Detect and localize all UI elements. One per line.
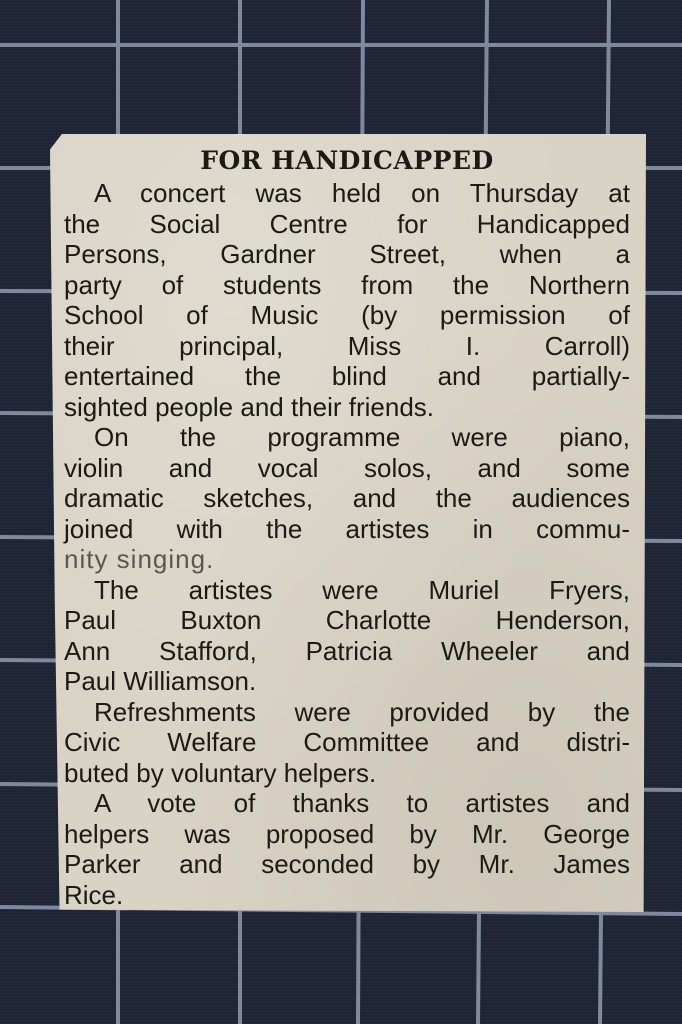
article-paragraph-4: [64, 697, 630, 789]
article-line: Paul Williamson.: [64, 666, 257, 696]
article-paragraph-5: [64, 788, 630, 910]
article-line: buted by voluntary helpers.: [64, 757, 377, 788]
article-paragraph-1: [64, 178, 630, 422]
article-line: joined with the artistes in commu-: [64, 513, 630, 544]
article-line: School of Music (by permission of: [64, 300, 630, 330]
article-line: Rice.: [64, 879, 124, 910]
article-line: dramatic sketches, and the audiences: [64, 483, 630, 513]
article-line: Civic Welfare Committee and distri-: [64, 727, 630, 757]
article-line: The artistes were Muriel Fryers,: [94, 574, 630, 605]
article-line: Parker and seconded by Mr. James: [64, 849, 630, 879]
article-line: A vote of thanks to artistes and: [94, 788, 630, 818]
article-line: the Social Centre for Handicapped: [64, 208, 630, 239]
article-line: their principal, Miss I. Carroll): [64, 330, 630, 361]
article-line: entertained the blind and partially-: [64, 361, 630, 391]
article-line: nity singing.: [64, 544, 215, 574]
article-line: A concert was held on Thursday at: [94, 178, 630, 208]
article-line: Ann Stafford, Patricia Wheeler and: [64, 635, 630, 666]
article-line: On the programme were piano,: [94, 422, 630, 452]
article-line: party of students from the Northern: [64, 269, 630, 300]
article-headline: FOR HANDICAPPED: [200, 146, 494, 175]
article-line: sighted people and their friends.: [64, 391, 435, 422]
article: [64, 144, 630, 910]
article-line: violin and vocal solos, and some: [64, 452, 630, 483]
article-line: Refreshments were provided by the: [94, 696, 630, 727]
article-paragraph-3: [64, 575, 630, 697]
article-paragraph-2: [64, 422, 630, 575]
article-line: Persons, Gardner Street, when a: [64, 239, 630, 269]
article-line: Paul Buxton Charlotte Henderson,: [64, 605, 630, 635]
article-line: helpers was proposed by Mr. George: [64, 818, 630, 849]
